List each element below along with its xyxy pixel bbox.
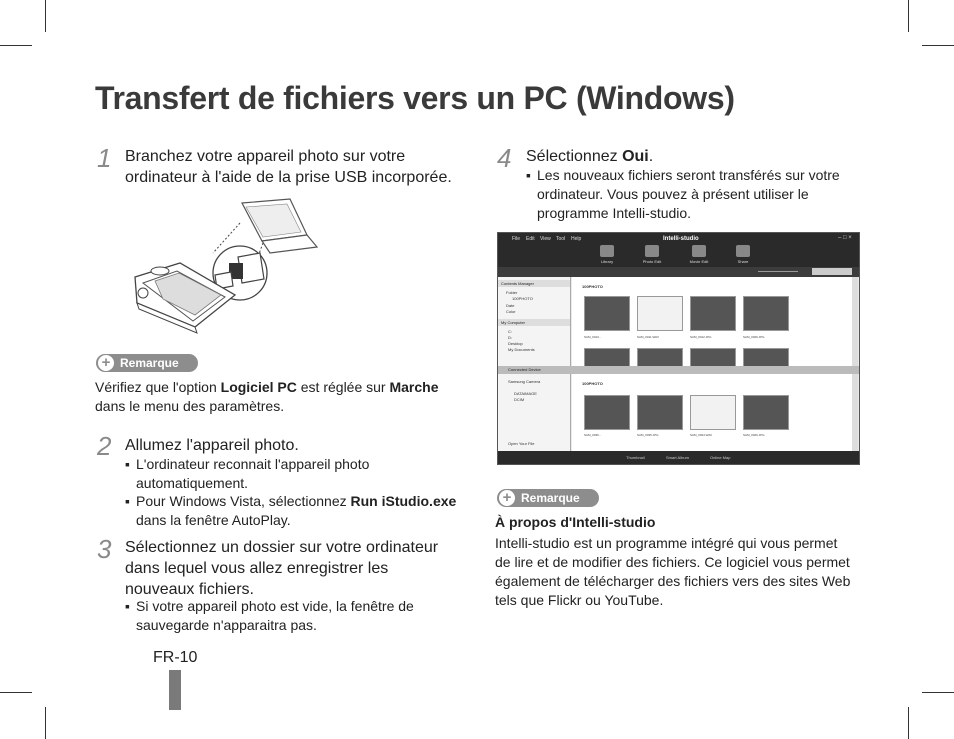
note-line: également de télécharger des fichiers vers des sites Web	[495, 573, 851, 589]
step-3-text	[125, 537, 470, 600]
library-icon	[600, 245, 614, 257]
thumbnail-caption: SAM_0012.JPG	[690, 335, 712, 339]
step-2-text: Allumez l'appareil photo.	[125, 437, 299, 454]
tree-item: DATAIMAGE	[514, 391, 537, 396]
page-title: Transfert de fichiers vers un PC (Windows)	[95, 80, 735, 116]
bullet-line: automatiquement.	[136, 475, 249, 491]
thumbnail	[743, 348, 789, 368]
note-1-text	[95, 378, 465, 416]
bullet-icon: ▪	[125, 598, 130, 614]
folder-label: 100PHOTO	[582, 381, 603, 386]
bottom-tab: Thumbnail	[626, 455, 645, 460]
thumbnail	[637, 348, 683, 368]
share-icon	[736, 245, 750, 257]
bullet-line	[136, 492, 476, 511]
thumbnail-caption: SAM_0036...	[584, 433, 602, 437]
note-line: de lire et de modifier des fichiers. Ce logiciel vous permet	[495, 554, 850, 570]
note-badge	[497, 489, 599, 507]
toolbar-label: Photo Edit	[642, 259, 662, 264]
thumbnail	[584, 348, 630, 368]
step-bold: Oui	[622, 148, 649, 165]
thumbnail	[637, 296, 683, 331]
divider-label: Connected Device	[508, 367, 541, 372]
crop-mark	[0, 45, 32, 46]
step-text-line: Branchez votre appareil photo sur votre	[125, 148, 406, 165]
thumbnail	[690, 395, 736, 430]
step-text-line: ordinateur à l'aide de la prise USB incorporée.	[125, 169, 452, 186]
note-2-heading: À propos d'Intelli-studio	[495, 514, 656, 530]
page-tab-marker	[169, 670, 181, 710]
crop-mark	[908, 0, 909, 32]
page-number: FR-10	[153, 649, 198, 666]
window-controls: – □ ×	[838, 235, 852, 241]
crop-mark	[0, 692, 32, 693]
bullet-text: Pour Windows Vista, sélectionnez	[136, 493, 351, 509]
bullet-line: programme Intelli-studio.	[537, 205, 692, 221]
note-line: tels que Flickr ou YouTube.	[495, 592, 664, 608]
note-bold: Marche	[389, 379, 439, 395]
crop-mark	[45, 0, 46, 32]
toolbar-button	[596, 245, 618, 264]
note-text: Vérifiez que l'option	[95, 379, 221, 395]
open-file-button: Open Your File	[508, 441, 535, 446]
view-bar	[498, 267, 859, 277]
note-bold: Logiciel PC	[220, 379, 297, 395]
thumbnail-caption: SAM_0011.WAV	[637, 335, 659, 339]
scrollbar	[852, 374, 858, 451]
step-number: 2	[97, 431, 112, 461]
step-text: Sélectionnez	[526, 148, 623, 165]
menu-item: Help	[571, 236, 582, 242]
crop-mark	[922, 692, 954, 693]
camera-usb-illustration	[125, 195, 325, 340]
bullet-line: dans la fenêtre AutoPlay.	[136, 512, 291, 528]
thumbnail-caption: SAM_0035.JPG	[637, 433, 659, 437]
bullet-item	[526, 166, 867, 223]
tree-item: Date	[506, 303, 515, 308]
bullet-icon: ▪	[125, 456, 130, 472]
laptop-icon	[242, 199, 317, 253]
panel-divider	[498, 366, 859, 374]
bullet-line: sauvegarde n'apparaitra pas.	[136, 617, 317, 633]
note-line	[95, 378, 465, 397]
tree-item: Samsung Camera	[508, 379, 541, 384]
bullet-icon: ▪	[526, 167, 531, 183]
bullet-line: L'ordinateur reconnait l'appareil photo	[136, 456, 370, 472]
tree-item: 100PHOTO	[512, 296, 533, 301]
thumbnail	[743, 296, 789, 331]
thumbnail-caption: SAM_0026.JPG	[743, 433, 765, 437]
sidebar-header: My Computer	[498, 319, 570, 326]
folder-label: 100PHOTO	[582, 284, 603, 289]
bullet-item	[125, 455, 476, 493]
intelli-studio-screenshot	[497, 232, 860, 465]
step-number: 3	[97, 534, 112, 564]
toolbar-label: Library	[600, 259, 614, 264]
note-badge	[96, 354, 198, 372]
tree-item: DCIM	[514, 397, 525, 402]
thumbnail	[584, 296, 630, 331]
movie-edit-icon	[692, 245, 706, 257]
menu-item: Edit	[526, 236, 535, 242]
toolbar-button	[688, 245, 710, 264]
note-line: Intelli-studio est un programme intégré qui vous permet	[495, 535, 838, 551]
thumbnail	[690, 348, 736, 368]
bullet-item	[125, 492, 476, 530]
tree-item: My Documents	[508, 347, 535, 352]
sidebar-header: Contents Manager	[498, 280, 570, 287]
toolbar-label: Movie Edit	[689, 259, 709, 264]
toolbar-label: Share	[737, 259, 749, 264]
step-number: 4	[497, 143, 512, 173]
thumbnail	[690, 296, 736, 331]
step-number: 1	[97, 143, 112, 173]
note-text: est réglée sur	[296, 379, 390, 395]
app-title: Intelli-studio	[663, 236, 699, 242]
thumbnail-caption: SAM_0024.WAV	[690, 433, 713, 437]
bullet-line: Les nouveaux fichiers seront transférés sur votre	[537, 167, 840, 183]
photo-edit-icon	[645, 245, 659, 257]
sidebar	[498, 277, 571, 366]
tree-item: Desktop	[508, 341, 523, 346]
menu-item: File	[512, 236, 521, 242]
thumbnail	[584, 395, 630, 430]
note-badge-label: Remarque	[521, 491, 580, 505]
note-2-text	[495, 534, 875, 610]
tree-item: D:	[508, 335, 512, 340]
tree-item: Color	[506, 309, 516, 314]
plus-icon: +	[499, 490, 515, 506]
bullet-item	[125, 597, 476, 635]
toolbar-button	[641, 245, 663, 264]
thumbnail-caption: SAM_0013...	[584, 335, 602, 339]
step-text: .	[648, 148, 654, 165]
crop-mark	[45, 707, 46, 739]
tree-item: Folder	[506, 290, 518, 295]
plus-icon: +	[98, 355, 114, 371]
step-text-line: nouveaux fichiers.	[125, 581, 254, 598]
bottom-tab: Smart Album	[666, 455, 689, 460]
menu-item: Tool	[556, 236, 566, 242]
tree-item: C:	[508, 329, 512, 334]
step-text-line: dans lequel vous allez enregistrer les	[125, 560, 389, 577]
bottom-tab: Online Map	[710, 455, 731, 460]
crop-mark	[908, 707, 909, 739]
menu-item: View	[540, 236, 551, 242]
device-sidebar	[498, 374, 571, 451]
bottom-bar	[498, 451, 859, 464]
bullet-bold: Run iStudio.exe	[350, 493, 457, 509]
thumbnail-caption: SAM_0026.JPG	[743, 335, 765, 339]
bullet-line: ordinateur. Vous pouvez à présent utiliser le	[537, 186, 809, 202]
crop-mark	[922, 45, 954, 46]
toolbar-button	[732, 245, 754, 264]
bullet-line: Si votre appareil photo est vide, la fenêtre de	[136, 598, 414, 614]
note-badge-label: Remarque	[120, 356, 179, 370]
bullet-icon: ▪	[125, 493, 130, 509]
note-line: dans le menu des paramètres.	[95, 398, 285, 414]
thumbnail	[743, 395, 789, 430]
scrollbar	[852, 277, 858, 366]
step-4-text	[526, 146, 653, 167]
step-1-text	[125, 146, 470, 188]
app-toolbar	[498, 233, 859, 267]
step-text-line: Sélectionnez un dossier sur votre ordinateur	[125, 539, 439, 556]
thumbnail	[637, 395, 683, 430]
